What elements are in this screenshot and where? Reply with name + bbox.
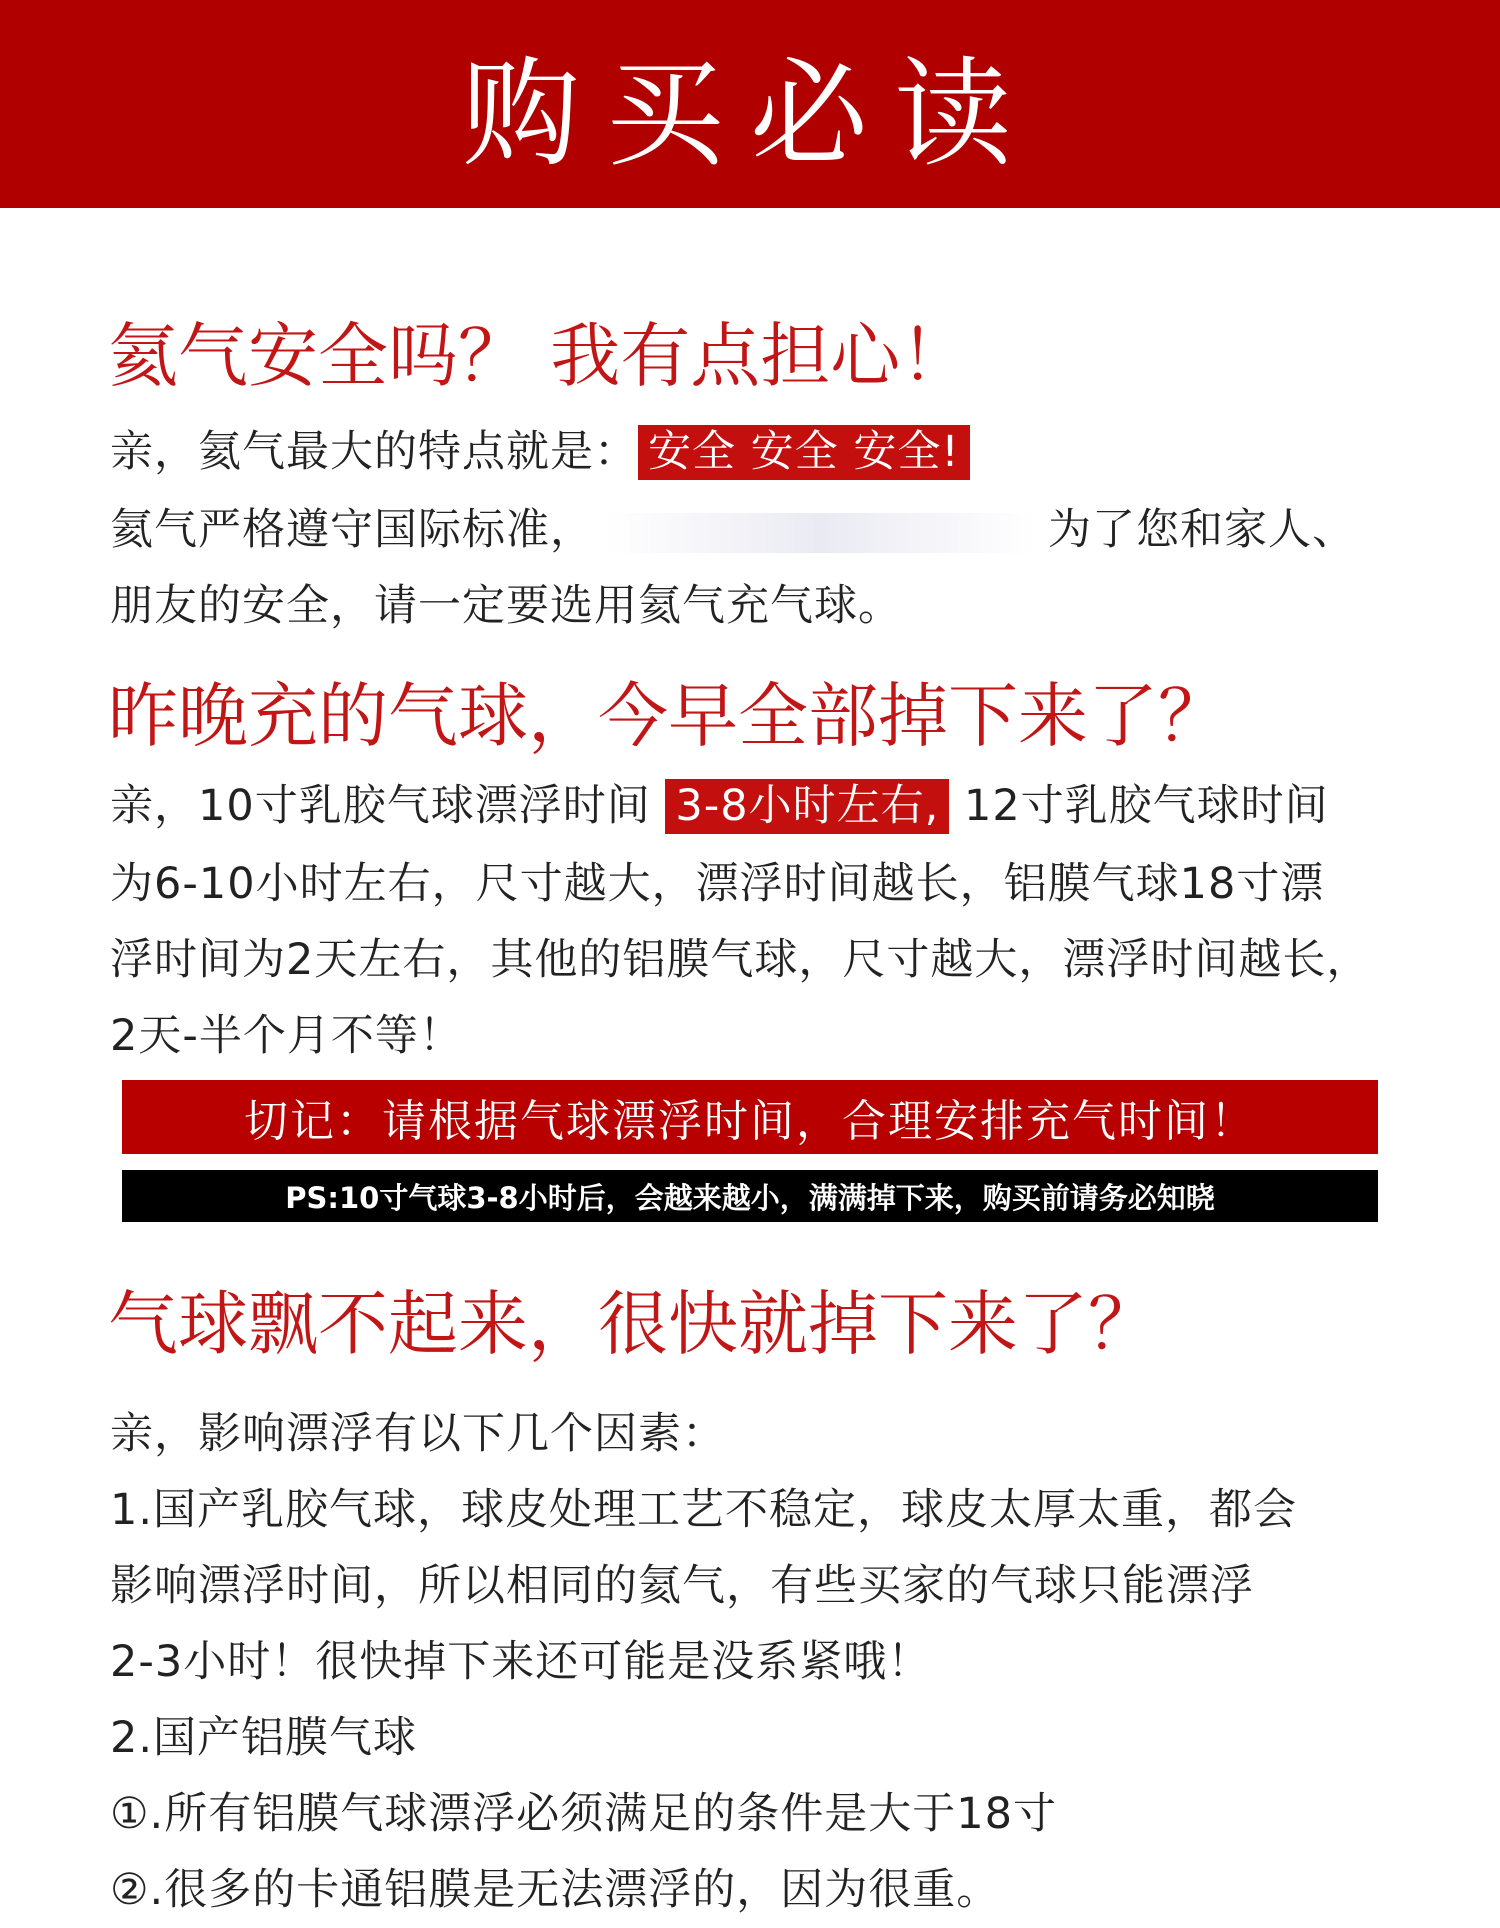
page-title: 购买必读: [461, 45, 1038, 183]
section3-line-6: ②.很多的卡通铝膜是无法漂浮的，因为很重。: [110, 1865, 1001, 1915]
section1-line3: 朋友的安全，请一定要选用氦气充气球。: [110, 581, 902, 631]
section3-line-2: 影响漂浮时间，所以相同的氦气，有些买家的气球只能漂浮: [110, 1561, 1254, 1611]
safety-highlight: 安全 安全 安全!: [638, 425, 970, 480]
section1-line2-text: 氦气严格遵守国际标准，: [110, 505, 594, 555]
section2-line1: [110, 772, 1329, 834]
section3-line-4: 2.国产铝膜气球: [110, 1713, 418, 1763]
section2-line4: 2天-半个月不等！: [110, 1011, 463, 1061]
section1-heading: 氦气安全吗？ 我有点担心！: [108, 315, 971, 397]
section2-heading: 昨晚充的气球，今早全部掉下来了？: [108, 675, 1228, 757]
notice-black-bar: PS:10寸气球3-8小时后，会越来越小，满满掉下来，购买前请务必知晓: [122, 1170, 1378, 1222]
section3-line-5: ①.所有铝膜气球漂浮必须满足的条件是大于18寸: [110, 1789, 1057, 1839]
notice-red-bar: 切记：请根据气球漂浮时间，合理安排充气时间！: [122, 1080, 1378, 1154]
section2-line2: 为6-10小时左右，尺寸越大，漂浮时间越长，铝膜气球18寸漂: [110, 859, 1325, 909]
section2-line1-text: 亲，10寸乳胶气球漂浮时间: [110, 781, 666, 831]
section1-line1: [110, 418, 970, 480]
blurred-text-block: [606, 513, 1036, 553]
section3-line-1: 1.国产乳胶气球，球皮处理工艺不稳定，球皮太厚太重，都会: [110, 1485, 1298, 1535]
section1-line2-suffix: 为了您和家人、: [1048, 505, 1356, 555]
section2-line3: 浮时间为2天左右，其他的铝膜气球，尺寸越大，漂浮时间越长，: [110, 935, 1371, 985]
section3-line-3: 2-3小时！很快掉下来还可能是没系紧哦！: [110, 1637, 932, 1687]
float-time-highlight: 3-8小时左右,: [665, 779, 949, 834]
section3-heading: 气球飘不起来，很快就掉下来了？: [108, 1283, 1158, 1365]
header-banner: [0, 0, 1500, 208]
section1-line1-text: 亲，氦气最大的特点就是：: [110, 427, 638, 477]
section1-line2: [110, 496, 1356, 557]
section2-line1-suffix: 12寸乳胶气球时间: [949, 781, 1329, 831]
section3-line-0: 亲，影响漂浮有以下几个因素：: [110, 1409, 726, 1459]
